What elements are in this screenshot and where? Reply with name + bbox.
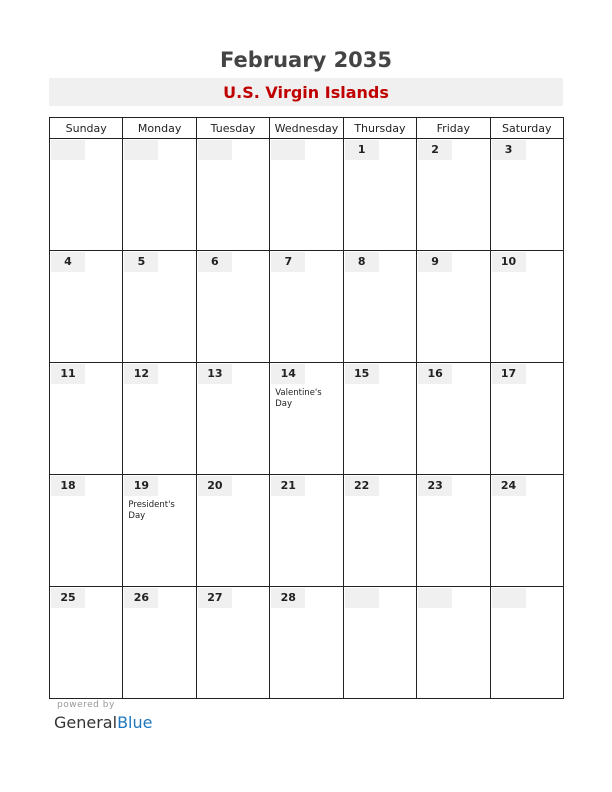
day-cell (270, 475, 343, 587)
day-cell (417, 251, 490, 363)
day-number: 26 (124, 588, 158, 608)
day-cell (417, 587, 490, 699)
day-number: 8 (345, 252, 379, 272)
day-cell (343, 139, 416, 251)
day-number: 19 (124, 476, 158, 496)
day-cell (123, 251, 196, 363)
day-cell (270, 139, 343, 251)
day-number (51, 140, 85, 160)
weekday-monday: Monday (123, 118, 196, 139)
holiday-event: Valentine's Day (275, 388, 322, 409)
day-cell (417, 363, 490, 475)
day-cell (196, 251, 269, 363)
day-cell (417, 475, 490, 587)
day-number: 18 (51, 476, 85, 496)
day-cell (196, 363, 269, 475)
day-number: 6 (198, 252, 232, 272)
day-cell (50, 475, 123, 587)
page-title: February 2035 (219, 48, 393, 72)
day-number: 27 (198, 588, 232, 608)
calendar-grid (49, 117, 564, 699)
day-cell (123, 363, 196, 475)
week-row (50, 251, 564, 363)
day-number (418, 588, 452, 608)
weekday-wednesday: Wednesday (270, 118, 343, 139)
day-number (345, 588, 379, 608)
subtitle-bar (49, 78, 563, 106)
weekday-sunday: Sunday (50, 118, 123, 139)
day-cell (50, 587, 123, 699)
day-number (124, 140, 158, 160)
day-number: 5 (124, 252, 158, 272)
day-number: 20 (198, 476, 232, 496)
day-number: 25 (51, 588, 85, 608)
day-number: 13 (198, 364, 232, 384)
day-cell (490, 475, 563, 587)
day-number: 23 (418, 476, 452, 496)
day-number: 17 (492, 364, 526, 384)
weekday-tuesday: Tuesday (196, 118, 269, 139)
weekday-thursday: Thursday (343, 118, 416, 139)
week-row (50, 475, 564, 587)
day-number: 21 (271, 476, 305, 496)
day-cell (50, 251, 123, 363)
holiday-event: President's Day (128, 500, 175, 521)
region-subtitle: U.S. Virgin Islands (223, 83, 389, 102)
day-number (271, 140, 305, 160)
day-number: 15 (345, 364, 379, 384)
day-number: 24 (492, 476, 526, 496)
day-number: 10 (492, 252, 526, 272)
weekday-header-row (50, 118, 564, 139)
day-number: 4 (51, 252, 85, 272)
day-cell (270, 251, 343, 363)
day-cell (123, 475, 196, 587)
day-number: 12 (124, 364, 158, 384)
day-number: 14 (271, 364, 305, 384)
day-number: 9 (418, 252, 452, 272)
day-cell (196, 587, 269, 699)
week-row (50, 139, 564, 251)
day-number: 11 (51, 364, 85, 384)
day-cell (50, 139, 123, 251)
brand-general-text: General (54, 713, 118, 732)
powered-by-label: powered by (57, 700, 115, 710)
day-number: 2 (418, 140, 452, 160)
day-cell (123, 587, 196, 699)
week-row (50, 587, 564, 699)
day-cell (196, 139, 269, 251)
day-number: 28 (271, 588, 305, 608)
day-cell (196, 475, 269, 587)
day-number: 16 (418, 364, 452, 384)
day-cell (490, 363, 563, 475)
day-cell (343, 363, 416, 475)
day-number: 22 (345, 476, 379, 496)
day-number: 3 (492, 140, 526, 160)
day-cell (490, 139, 563, 251)
day-cell (123, 139, 196, 251)
day-number (492, 588, 526, 608)
day-number (198, 140, 232, 160)
day-cell (343, 475, 416, 587)
day-cell (50, 363, 123, 475)
generalblue-logo[interactable] (54, 713, 152, 732)
brand-blue-text: Blue (117, 713, 153, 732)
day-cell (270, 363, 343, 475)
day-cell (343, 251, 416, 363)
day-number: 7 (271, 252, 305, 272)
weekday-friday: Friday (417, 118, 490, 139)
day-cell (343, 587, 416, 699)
day-cell (417, 139, 490, 251)
weekday-saturday: Saturday (490, 118, 563, 139)
day-cell (490, 587, 563, 699)
day-number: 1 (345, 140, 379, 160)
day-cell (490, 251, 563, 363)
day-cell (270, 587, 343, 699)
week-row (50, 363, 564, 475)
